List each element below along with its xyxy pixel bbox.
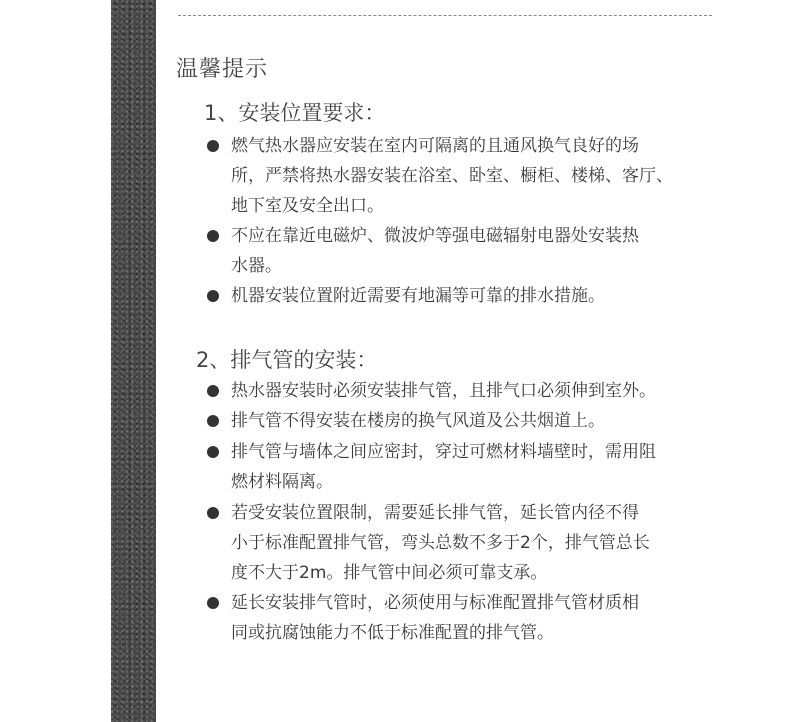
page-title: 温馨提示: [176, 57, 269, 82]
list-item: 不应在靠近电磁炉、微波炉等强电磁辐射电器处安装热 水器。: [231, 226, 639, 276]
bullet-icon: [207, 230, 219, 242]
list-item: 若受安装位置限制，需要延长排气管，延长管内径不得 小于标准配置排气管，弯头总数不多于2个，排气管总长 度不大于2m。排气管中间必须可靠支承。: [231, 503, 650, 583]
section-heading-exhaust: 2、排气管的安装：: [196, 348, 378, 372]
section-heading-location: 1、安装位置要求：: [204, 101, 386, 125]
list-item: 排气管与墙体之间应密封，穿过可燃材料墙壁时，需用阻 燃材料隔离。: [231, 442, 656, 492]
bullet-icon: [207, 290, 219, 302]
dashed-divider: [178, 15, 712, 16]
decorative-texture-bar: [111, 0, 156, 722]
bullet-icon: [207, 446, 219, 458]
bullet-icon: [207, 140, 219, 152]
list-item: 热水器安装时必须安装排气管，且排气口必须伸到室外。: [231, 381, 656, 401]
list-item: 机器安装位置附近需要有地漏等可靠的排水措施。: [231, 286, 605, 306]
bullet-icon: [207, 415, 219, 427]
bullet-icon: [207, 385, 219, 397]
list-item: 排气管不得安装在楼房的换气风道及公共烟道上。: [231, 411, 605, 431]
bullet-icon: [207, 507, 219, 519]
bullet-icon: [207, 597, 219, 609]
list-item: 延长安装排气管时，必须使用与标准配置排气管材质相 同或抗腐蚀能力不低于标准配置的排气管。: [231, 593, 639, 643]
list-item: 燃气热水器应安装在室内可隔离的且通风换气良好的场 所，严禁将热水器安装在浴室、卧室、橱柜、楼梯、客厅、 地下室及安全出口。: [231, 136, 673, 216]
